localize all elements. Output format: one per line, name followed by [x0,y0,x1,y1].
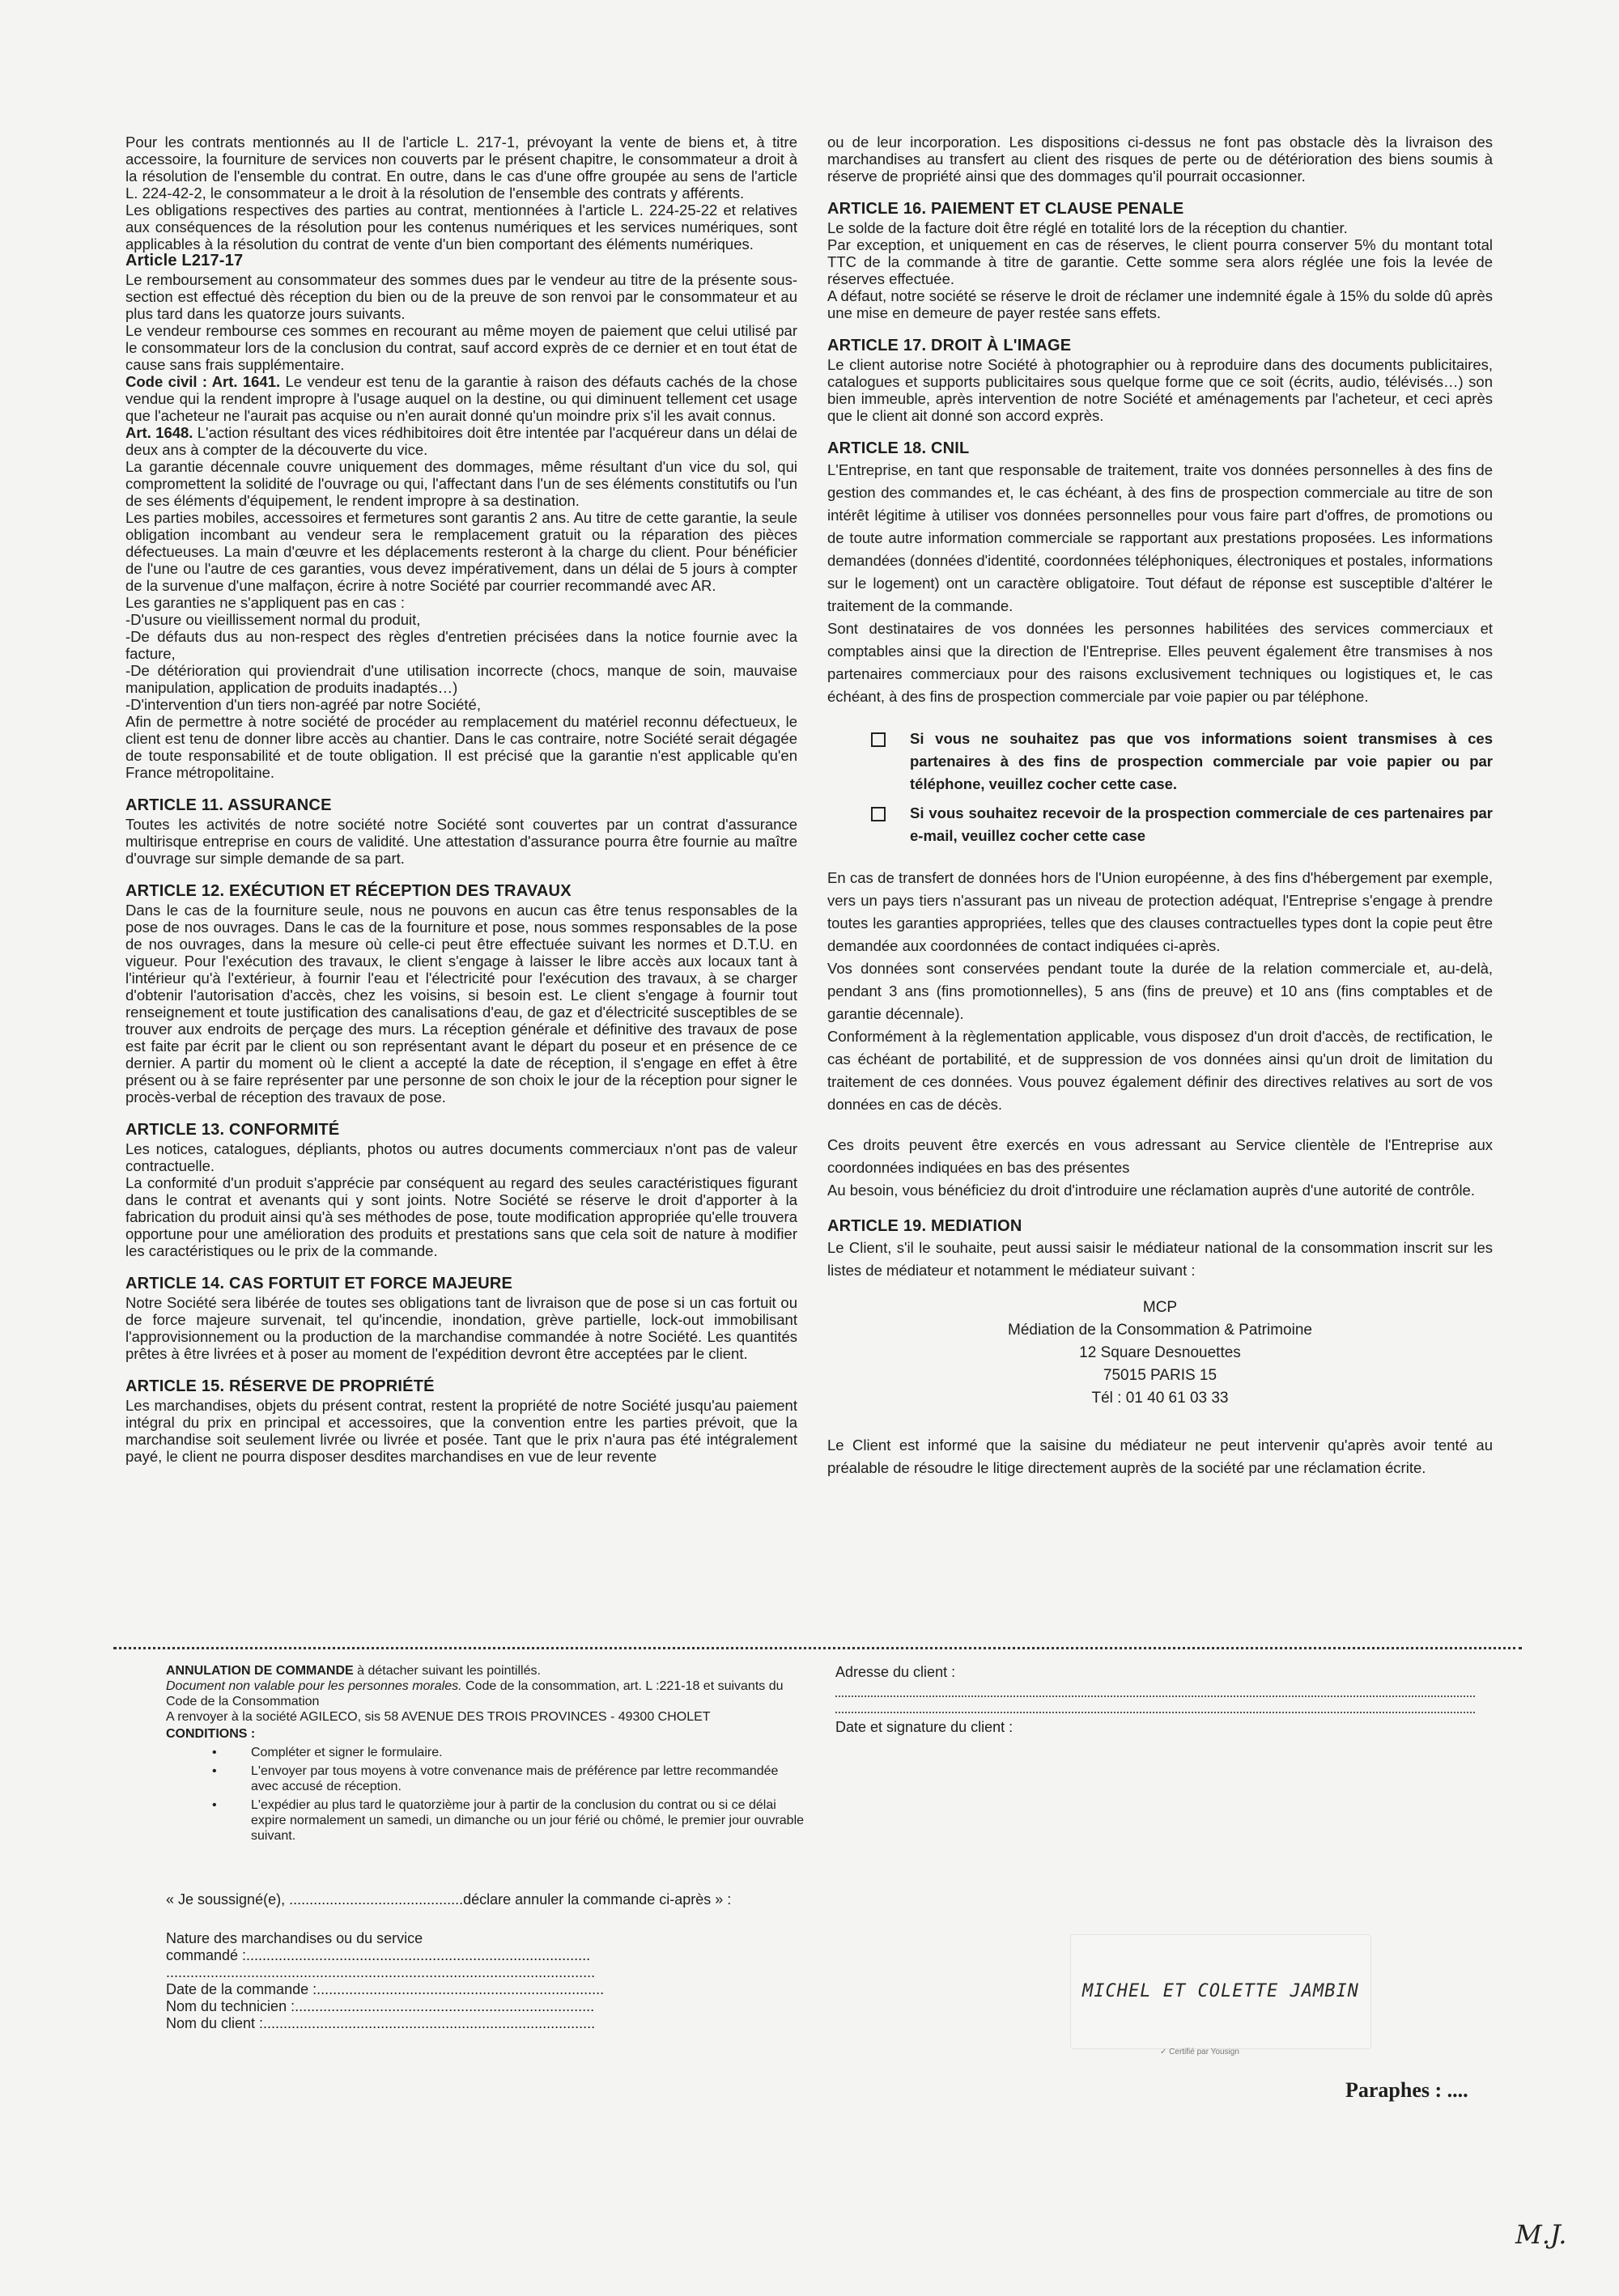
article-12-title: ARTICLE 12. EXÉCUTION ET RÉCEPTION DES TRAVAUX [125,882,572,900]
article-1648-label: Art. 1648. [125,424,193,441]
consent-label-email: Si vous souhaitez recevoir de la prospection commerciale de ces partenaires par e-mail, veuillez cocher cette case [910,804,1493,844]
exclusion-item: -De défauts dus au non-respect des règles d'entretien précisées dans la notice fournie avec la facture, [125,628,797,662]
article-18-paragraph-7: Au besoin, vous bénéficiez du droit d'introduire une réclamation auprès d'une autorité de contrôle. [827,1182,1475,1199]
nature-field-continuation[interactable]: .......................................................................................................... [166,1964,596,1980]
article-18-paragraph-2: Sont destinataires de vos données les personnes habilitées des services commerciaux et comptables ainsi que la direction de l'Entreprise. Elles peuvent également être transmises à nos partenaires commerciaux pour des raisons exclusivement techniques ou logistiques et, le cas échéant, à des fins de prospection commerciale par voie papier ou par téléphone. [827,620,1493,705]
article-11-title: ARTICLE 11. ASSURANCE [125,796,332,814]
article-19-paragraph-1: Le Client, s'il le souhaite, peut aussi saisir le médiateur national de la consommation inscrit sur les listes de médiateur et notamment le médiateur suivant : [827,1239,1493,1279]
client-address-line-2[interactable] [835,1697,1475,1713]
article-15-title: ARTICLE 15. RÉSERVE DE PROPRIÉTÉ [125,1377,435,1395]
code-civil-label: Code civil : Art. 1641. [125,373,281,390]
date-signature-label: Date et signature du client : [835,1719,1013,1735]
cancellation-form [166,1663,805,2032]
consent-label-postal-phone: Si vous ne souhaitez pas que vos informations soient transmises à ces partenaires à des fins de prospection commerciale par voie papier ou par téléphone, veuillez cocher cette case. [910,730,1493,792]
article-19-paragraph-2: Le Client est informé que la saisine du médiateur ne peut intervenir qu'après avoir tenté au préalable de résoudre le litige directement auprès de la société par une réclamation écrite. [827,1437,1493,1476]
condition-item: • Compléter et signer le formulaire. [251,1745,805,1760]
article-13-paragraph-2: La conformité d'un produit s'apprécie par conséquent au regard des seules caractéristiques figurant dans le contrat et avenants qui y sont joints. Notre Société se réserve le droit d'apporter à la fabrication du produit ainsi qu'à ses méthodes de pose, toute modification appropriée qu'elle trouvera opportune pour une amélioration des produits et prestations sans que cela soit de nature à modifier les caractéristiques ou le prix de la commande. [125,1174,797,1259]
parties-mobiles: Les parties mobiles, accessoires et fermetures sont garantis 2 ans. Au titre de cette garantie, la seule obligation incombant au vendeur sera le remplacement gratuit ou la réparation des pièces défectueuses. La main d'œuvre et les déplacements resteront à la charge du client. Pour bénéficier de l'une ou l'autre de ces garanties, vous devez impérativement, dans un délai de 5 jours à compter de la survenue d'une malfaçon, écrire à notre Société par courrier recommandé avec AR. [125,509,797,594]
article-16-paragraph-1: Le solde de la facture doit être réglé en totalité lors de la réception du chantier. [827,219,1348,236]
detach-dotted-line [113,1647,1522,1649]
intro-paragraph-2: Les obligations respectives des parties au contrat, mentionnées à l'article L. 224-25-22 et relatives aux conséquences de la résolution pour les contenus numériques et les services numériques, sont applicables à la résolution du contrat de vente d'un bien comportant des éléments numériques. [125,202,797,253]
client-address-line-1[interactable] [835,1681,1475,1697]
order-date-field[interactable]: Date de la commande :....................................................................... [166,1981,605,1997]
condition-item: • L'envoyer par tous moyens à votre convenance mais de préférence par lettre recommandée avec accusé de réception. [251,1763,805,1794]
article-11-text: Toutes les activités de notre société notre Société sont couvertes par un contrat d'assurance multirisque entreprise en cours de validité. Une attestation d'assurance pourra être fournie au maître d'ouvrage sur simple demande de sa part. [125,816,797,867]
article-17-title: ARTICLE 17. DROIT À L'IMAGE [827,337,1072,354]
handwritten-initials: M.J. [1515,2219,1567,2250]
right-column [827,134,1493,1479]
mediator-street: 12 Square Desnouettes [1079,1344,1241,1361]
intro-paragraph-1: Pour les contrats mentionnés au II de l'article L. 217-1, prévoyant la vente de biens et, à titre accessoire, la fourniture de services non couverts par le présent chapitre, le consommateur a droit à la résolution de l'ensemble du contrat. En outre, dans le cas d'une offre groupée au sens de l'article L. 224-42-2, le consommateur a le droit à la résolution de l'ensemble des contrats y afférents. [125,134,797,202]
nature-field-label: Nature des marchandises ou du service [166,1930,423,1946]
certified-badge: ✓ Certifié par Yousign [1160,2048,1239,2056]
cancellation-return-address: A renvoyer à la société AGILECO, sis 58 AVENUE DES TROIS PROVINCES - 49300 CHOLET [166,1710,711,1724]
article-12-text: Dans le cas de la fourniture seule, nous ne pouvons en aucun cas être tenus responsables de la pose de nos ouvrages. Dans le cas de la fourniture et pose, nous sommes responsables de la pose de nos ouvrages, dans la mesure où celle-ci peut être effectuée suivant les normes et D.T.U. en vigueur. Pour l'exécution des travaux, le client s'engage à laisser le libre accès aux locaux tant à l'intérieur qu'à l'extérieur, à fournir l'eau et l'électricité pour l'exécution des travaux, à se charger d'obtenir l'autorisation d'accès, chez les voisins, si besoin est. Le client s'engage à fournir tout renseignement et toute justification des canalisations d'eau, de gaz et d'électricité susceptibles de se trouver aux endroits de perçage des murs. La réception générale et définitive des travaux de pose est faite par écrit par le client ou son représentant avant le départ du poseur et en présence de ce dernier. A partir du moment où le client a accepté la date de réception, il s'engage en effet à être présent ou à se faire représenter par une personne de son choix le jour de la réception pour signer le procès-verbal de réception des travaux de pose. [125,902,797,1106]
article-1648 [125,424,797,458]
mediator-full-name: Médiation de la Consommation & Patrimoine [1008,1322,1312,1339]
conditions-title: CONDITIONS : [166,1727,256,1741]
article-16-paragraph-2: Par exception, et uniquement en cas de réserves, le client pourra conserver 5% du montant total TTC de la commande à titre de garantie. Cette somme sera alors réglée une fois la levée de réserves effectuée. [827,236,1493,287]
client-signature: MICHEL ET COLETTE JAMBIN [1082,1981,1359,2001]
article-14-title: ARTICLE 14. CAS FORTUIT ET FORCE MAJEURE [125,1275,513,1292]
article-13-title: ARTICLE 13. CONFORMITÉ [125,1121,340,1139]
client-name-field[interactable]: Nom du client :.................................................................................. [166,2015,596,2031]
article-15-text: Les marchandises, objets du présent contrat, restent la propriété de notre Société jusqu'au paiement intégral du prix en principal et accessoires, que la convention entre les parties prévoit, que la marchandise soit seulement livrée ou livrée et posée. Tant que le prix n'aura pas été intégralement payé, le client ne pourra disposer desdites marchandises en vue de leur revente [125,1397,797,1465]
client-area [835,1663,1475,1736]
remplacement-paragraph: Afin de permettre à notre société de procéder au remplacement du matériel reconnu défectueux, le client est tenu de donner libre accès au chantier. Dans le cas contraire, notre Société serait dégagée de toute responsabilité et de toute obligation. Il est précisé que la garantie n'est applicable qu'en France métropolitaine. [125,713,797,781]
client-address-label: Adresse du client : [835,1664,956,1680]
article-1648-text: L'action résultant des vices rédhibitoires doit être intentée par l'acquéreur dans un délai de deux ans à compter de la découverte du vice. [125,424,798,458]
article-16-paragraph-3: A défaut, notre société se réserve le droit de réclamer une indemnité égale à 15% du solde dû après une mise en demeure de payer restée sans effets. [827,287,1493,321]
article-18-paragraph-6: Ces droits peuvent être exercés en vous adressant au Service clientèle de l'Entreprise aux coordonnées indiquées en bas des présentes [827,1136,1493,1176]
cancellation-note-rest: Code de la consommation, art. L :221-18 et suivants du Code de la Consommation [166,1679,784,1708]
left-column [125,134,797,1465]
cancellation-note [166,1678,805,1709]
article-18-paragraph-5: Conformément à la règlementation applicable, vous disposez d'un droit d'accès, de rectification, le cas échéant de portabilité, et de suppression de vos données ainsi qu'un droit de limitation du traitement de ces données. Vous pouvez également définir des directives relatives au sort de vos données en cas de décès. [827,1028,1493,1113]
exclusion-item: -D'usure ou vieillissement normal du produit, [125,611,421,628]
garanties-intro: Les garanties ne s'appliquent pas en cas : [125,594,405,611]
article-18-paragraph-3: En cas de transfert de données hors de l'Union européenne, à des fins d'hébergement par exemple, vers un pays tiers n'assurant pas un niveau de protection adéquat, l'Entreprise s'engage à prendre toutes les garanties appropriées, telles que des clauses contractuelles types dont la copie peut être demandée aux coordonnées de contact indiquées ci-après. [827,869,1493,954]
cancellation-note-italic: Document non valable pour les personnes morales. [166,1679,462,1693]
mediator-name: MCP [1142,1299,1178,1316]
cancellation-title [166,1663,805,1678]
consent-checkboxes [871,728,1493,847]
article-16-title: ARTICLE 16. PAIEMENT ET CLAUSE PENALE [827,200,1184,218]
technician-name-field[interactable]: Nom du technicien :.......................................................................... [166,1998,595,2014]
article-l217-17-title: Article L217-17 [125,252,244,269]
checkbox-postal-phone[interactable] [871,732,886,747]
article-15-continuation: ou de leur incorporation. Les dispositions ci-dessus ne font pas obstacle dès la livraison des marchandises au transfert au client des risques de perte ou de détérioration des biens soumis à réserve de propriété ainsi que des dommages qu'il pourrait occasionner. [827,134,1493,185]
article-l217-17-paragraph-2: Le vendeur rembourse ces sommes en recourant au même moyen de paiement que celui utilisé par le consommateur lors de la conclusion du contrat, sauf accord exprès de ce dernier et en tout état de cause sans frais supplémentaire. [125,322,797,373]
article-l217-17-paragraph-1: Le remboursement au consommateur des sommes dues par le vendeur au titre de la présente sous-section est effectué dès réception du bien ou de la preuve de son renvoi par le consommateur et au plus tard dans les quatorze jours suivants. [125,271,797,322]
exclusion-item: -De détérioration qui proviendrait d'une utilisation incorrecte (chocs, manque de soin, mauvaise manipulation, application de produits inadaptés…) [125,662,797,696]
mediator-address [827,1297,1493,1410]
consent-option-postal-phone[interactable] [871,728,1493,796]
article-17-text: Le client autorise notre Société à photographier ou à reproduire dans des documents publicitaires, catalogues et supports publicitaires sous quelque forme que ce soit (écrits, audio, télévisés…) son bien immeuble, après intervention de notre Société et aménagements par l'acheteur, et ceci après que le client ait donné son accord exprès. [827,356,1493,424]
cancellation-declaration[interactable]: « Je soussigné(e), ...........................................déclare annuler la commande ci-après » : [166,1891,732,1908]
cancellation-title-bold: ANNULATION DE COMMANDE [166,1664,354,1678]
consent-option-email[interactable] [871,802,1493,847]
mediator-phone: Tél : 01 40 61 03 33 [1091,1390,1229,1407]
article-18-title: ARTICLE 18. CNIL [827,439,970,457]
article-19-title: ARTICLE 19. MEDIATION [827,1217,1022,1235]
code-civil-text: Le vendeur est tenu de la garantie à raison des défauts cachés de la chose vendue qui la rendent impropre à l'usage auquel on la destine, ou qui diminuent tellement cet usage que l'acheteur ne l'aurait pas acquise ou n'en aurait donné qu'un moindre prix s'il les avait connus. [125,373,798,424]
article-18-paragraph-4: Vos données sont conservées pendant toute la durée de la relation commerciale et, au-delà, pendant 3 ans (fins promotionnelles), 5 ans (fins de preuve) et 10 ans (fins comptables et de garantie décennale). [827,960,1493,1022]
cancellation-fields [166,1930,805,2032]
mediator-city: 75015 PARIS 15 [1103,1367,1217,1384]
paraphes-label: Paraphes : .... [1345,2078,1468,2102]
cancellation-title-rest: à détacher suivant les pointillés. [353,1664,541,1678]
nature-field[interactable]: commandé :..................................................................................... [166,1947,591,1963]
garantie-decennale: La garantie décennale couvre uniquement des dommages, même résultant d'un vice du sol, qui compromettent la solidité de l'ouvrage ou qui, l'affectant dans l'un de ses éléments constitutifs ou l'un de ses éléments d'équipement, le rendent impropre à sa destination. [125,458,797,509]
article-14-text: Notre Société sera libérée de toutes ses obligations tant de livraison que de pose si un cas fortuit ou de force majeure survenait, tel qu'incendie, inondation, grève partielle, lock-out immobilisant l'approvisionnement ou la production de la marchandise commandée à notre Société. Les quantités prêtes à être livrées et à poser au moment de l'expédition devront être acceptées par le client. [125,1294,797,1362]
conditions-list [166,1745,805,1844]
article-18-paragraph-1: L'Entreprise, en tant que responsable de traitement, traite vos données personnelles à des fins de gestion des commandes et, le cas échéant, à des fins de prospection commerciale au titre de son intérêt légitime à utiliser vos données personnelles pour vous faire part d'offres, de promotions ou de toute autre information commerciale se rapportant aux prestations proposées. Les informations demandées (données d'identité, coordonnées téléphoniques, électroniques et postales, informations sur le logement) ont un caractère obligatoire. Tout défaut de réponse est susceptible d'altérer le traitement de la commande. [827,461,1493,614]
condition-item: • L'expédier au plus tard le quatorzième jour à partir de la conclusion du contrat ou si ce délai expire normalement un samedi, un dimanche ou un jour férié ou chômé, le premier jour ouvrable suivant. [251,1797,805,1844]
code-civil-1641 [125,373,797,424]
checkbox-email[interactable] [871,807,886,821]
article-13-paragraph-1: Les notices, catalogues, dépliants, photos ou autres documents commerciaux n'ont pas de valeur contractuelle. [125,1140,797,1174]
exclusion-item: -D'intervention d'un tiers non-agréé par notre Société, [125,696,481,713]
client-address-row[interactable] [835,1663,1475,1681]
